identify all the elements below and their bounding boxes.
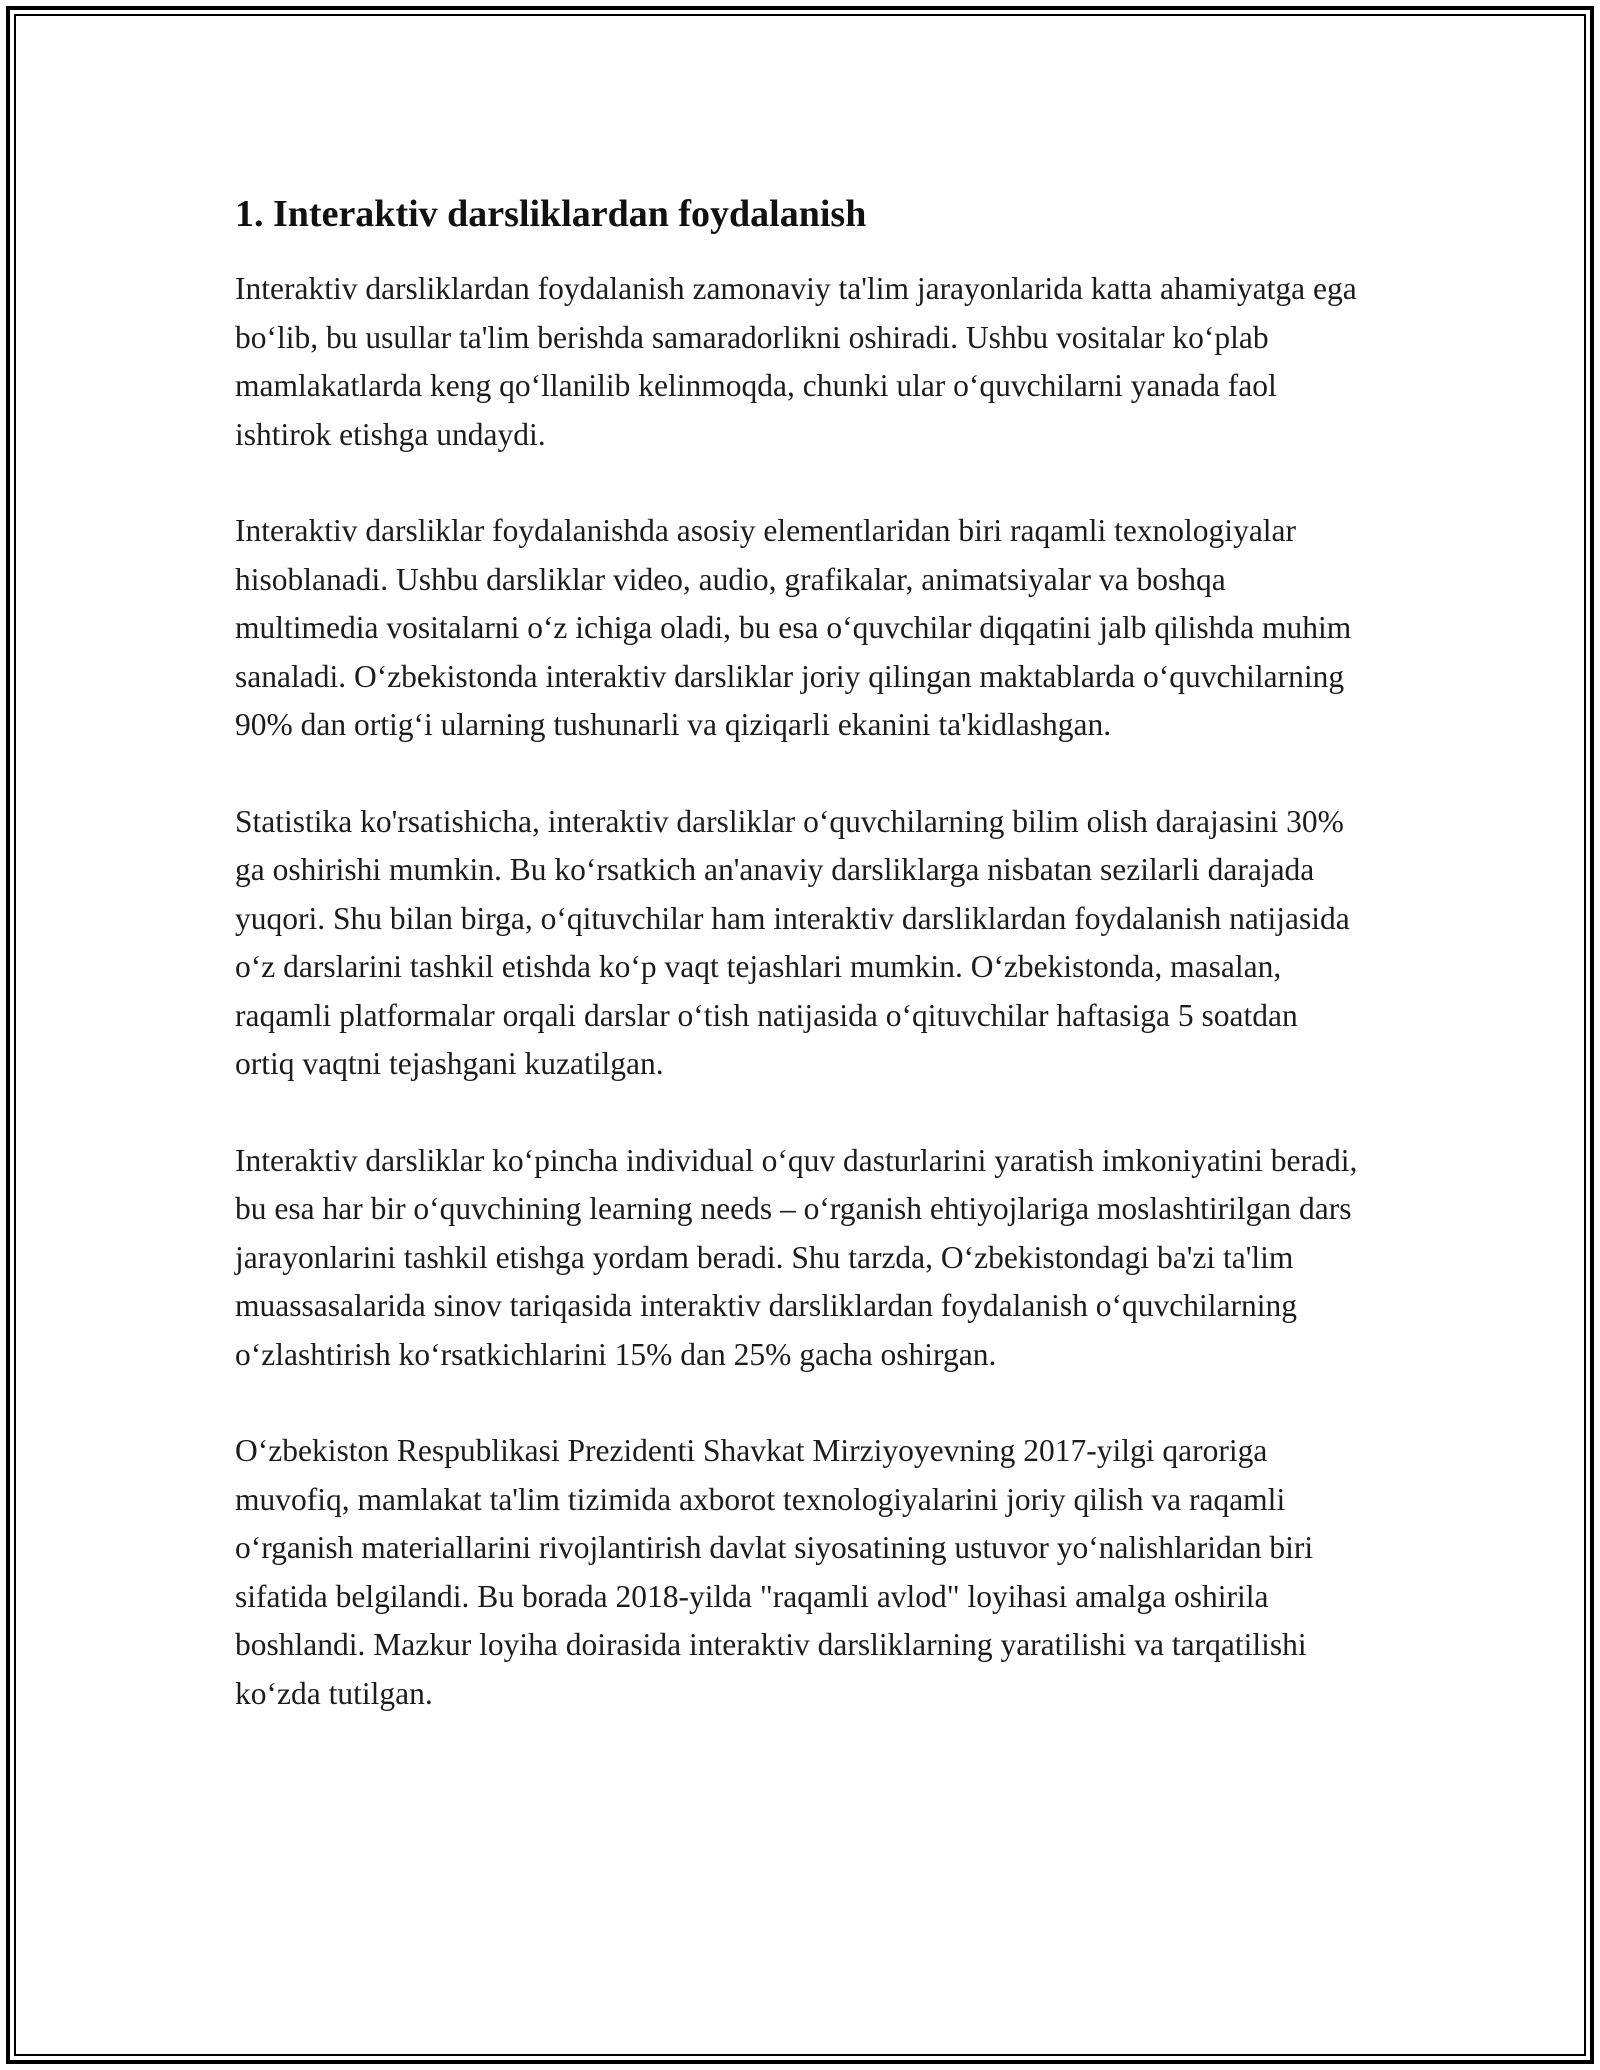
section-heading: 1. Interaktiv darsliklardan foydalanish xyxy=(235,193,867,235)
document-body xyxy=(235,188,1365,1766)
paragraph-5: O‘zbekiston Respublikasi Prezidenti Shavkat Mirziyoyevning 2017-yilgi qaroriga muvofiq, mamlakat ta'lim tizimida axborot texnologiyalarini joriy qilish va raqamli o‘rganish materiallarini rivojlantirish davlat siyosatining ustuvor yo‘nalishlaridan biri sifatida belgilandi. Bu borada 2018-yilda "raqamli avlod" loyihasi amalga oshirila boshlandi. Mazkur loyiha doirasida interaktiv darsliklarning yaratilishi va tarqatilishi ko‘zda tutilgan. xyxy=(235,1433,1314,1711)
paragraph-1: Interaktiv darsliklardan foydalanish zamonaviy ta'lim jarayonlarida katta ahamiyatga ega bo‘lib, bu usullar ta'lim berishda samaradorlikni oshiradi. Ushbu vositalar ko‘plab mamlakatlarda keng qo‘llanilib kelinmoqda, chunki ular o‘quvchilarni yanada faol ishtirok etishga undaydi. xyxy=(235,271,1357,452)
paragraph-4: Interaktiv darsliklar ko‘pincha individual o‘quv dasturlarini yaratish imkoniyatini beradi, bu esa har bir o‘quvchining learning needs – o‘rganish ehtiyojlariga moslashtirilgan dars jarayonlarini tashkil etishga yordam beradi. Shu tarzda, O‘zbekistondagi ba'zi ta'lim muassasalarida sinov tariqasida interaktiv darsliklardan foydalanish o‘quvchilarning o‘zlashtirish ko‘rsatkichlarini 15% dan 25% gacha oshirgan. xyxy=(235,1142,1358,1372)
paragraph-3: Statistika ko'rsatishicha, interaktiv darsliklar o‘quvchilarning bilim olish darajasini 30% ga oshirishi mumkin. Bu ko‘rsatkich an'anaviy darsliklarga nisbatan sezilarli darajada yuqori. Shu bilan birga, o‘qituvchilar ham interaktiv darsliklardan foydalanish natijasida o‘z darslarini tashkil etishda ko‘p vaqt tejashlari mumkin. O‘zbekistonda, masalan, raqamli platformalar orqali darslar o‘tish natijasida o‘qituvchilar haftasiga 5 soatdan ortiq vaqtni tejashgani kuzatilgan. xyxy=(235,803,1350,1081)
paragraph-2: Interaktiv darsliklar foydalanishda asosiy elementlaridan biri raqamli texnologiyalar hisoblanadi. Ushbu darsliklar video, audio, grafikalar, animatsiyalar va boshqa multimedia vositalarni o‘z ichiga oladi, bu esa o‘quvchilar diqqatini jalb qilishda muhim sanaladi. O‘zbekistonda interaktiv darsliklar joriy qilingan maktablarda o‘quvchilarning 90% dan ortig‘i ularning tushunarli va qiziqarli ekanini ta'kidlashgan. xyxy=(235,513,1352,742)
